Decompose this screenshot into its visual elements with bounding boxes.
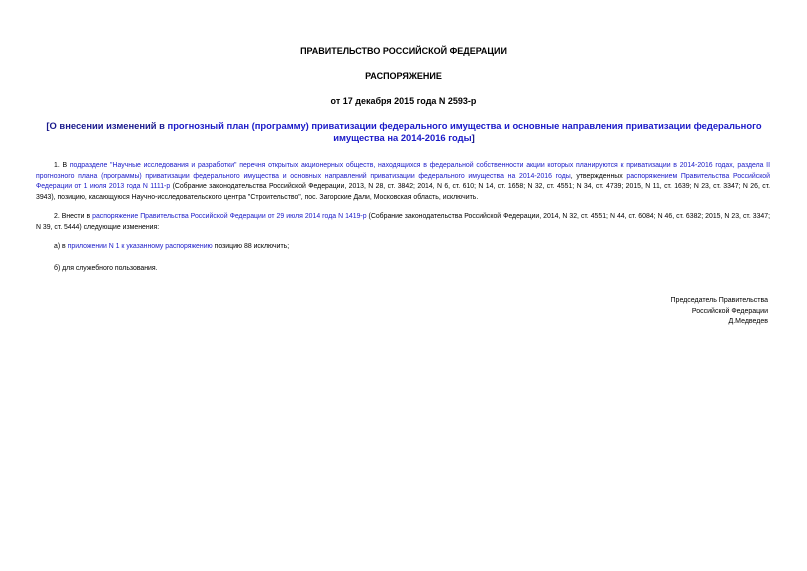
title-link-privatization-plan[interactable]: прогнозный план (программу) приватизации федерального имущества и основные направления приватизации федерального имущества на 2014-2016 годы <box>167 120 762 143</box>
signature-block <box>568 296 768 328</box>
p3-text-1: а) в <box>54 243 68 250</box>
title-prefix: [О внесении изменений в <box>46 120 168 131</box>
p3-text-2: позицию 88 исключить; <box>212 243 290 250</box>
p2-text-2: (Собрание законодательства Российской Федерации, 2014, N 32, ст. 4551; N 44, ст. 6084; N 46, ст. 6382; 2015, N 23, ст. 3347; N 39, ст. 5444) следующие изменения: <box>36 213 770 231</box>
p1-text-3: (Собрание законодательства Российской Федерации, 2013, N 28, ст. 3842; 2014, N 6, ст. 610; N 14, ст. 1658; N 32, ст. 4551; N 34, ст. 4739; 2015, N 11, ст. 1639; N 23, ст. 3347; N 26, ст. 3943), позицию, касающуюся Научно-исследовательского центра "Строительство", пос. Загорские Дали, Московская область, исключить. <box>36 183 771 201</box>
p1-text-1: 1. В <box>54 162 70 169</box>
paragraph-1 <box>36 161 770 203</box>
title-suffix: ] <box>471 132 475 143</box>
p2-text-1: 2. Внести в <box>54 213 93 220</box>
p1-link-order-1111[interactable]: распоряжением Правительства Российской Федерации от 1 июля 2013 года N 1111-р <box>36 172 770 190</box>
p2-link-order-1419[interactable]: распоряжение Правительства Российской Федерации от 29 июля 2014 года N 1419-р <box>92 213 367 220</box>
p1-link-subsection[interactable]: подразделе "Научные исследования и разработки" перечня открытых акционерных обществ, находящихся в федеральной собственности акции которых планируются к приватизации в 2014-2016 годах, раздела II прогнозного плана (программы) приватизации федерального имущества и основных направлений приватизации федерального имущества на 2014-2016 годы <box>36 162 770 180</box>
government-heading: ПРАВИТЕЛЬСТВО РОССИЙСКОЙ ФЕДЕРАЦИИ <box>300 46 507 56</box>
signature-position: Председатель Правительства <box>670 297 768 304</box>
document-date: от 17 декабря 2015 года N 2593-р <box>330 96 477 106</box>
document-type-heading: РАСПОРЯЖЕНИЕ <box>365 71 442 81</box>
document-title <box>36 120 772 144</box>
p1-text-2: , утвержденных <box>570 172 627 180</box>
p3-link-appendix[interactable]: приложении N 1 к указанному распоряжению <box>67 243 213 250</box>
paragraph-2 <box>36 212 770 233</box>
paragraph-3 <box>36 242 770 253</box>
signature-name: Д.Медведев <box>728 318 768 325</box>
p4-text-1: б) для служебного пользования. <box>54 265 158 272</box>
paragraph-4 <box>36 264 770 275</box>
signature-organization: Российской Федерации <box>691 307 768 315</box>
